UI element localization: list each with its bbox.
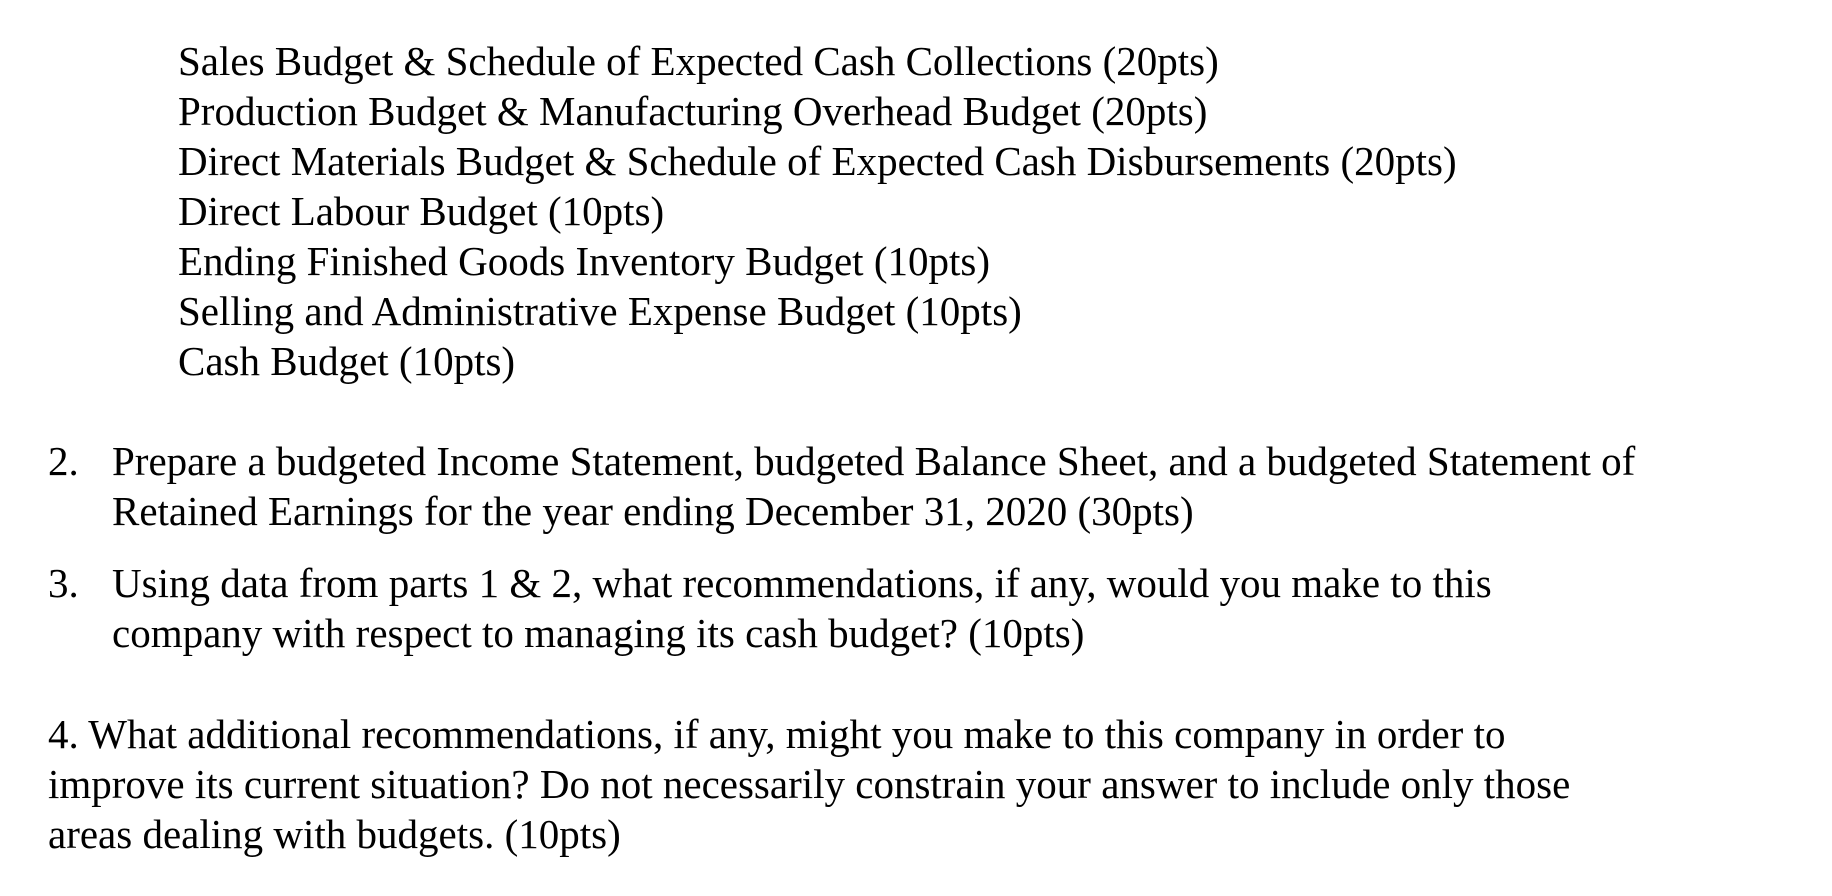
question-2-line: Retained Earnings for the year ending December 31, 2020 (30pts) — [112, 488, 1194, 534]
question-3-line: Using data from parts 1 & 2, what recommendations, if any, would you make to this — [112, 560, 1492, 606]
question-2-text — [112, 436, 1635, 536]
question-4 — [48, 709, 1570, 859]
question-3-text — [112, 558, 1492, 658]
question-4-line: 4. What additional recommendations, if any, might you make to this company in order to — [48, 711, 1506, 757]
budget-item-ending-finished-goods: Ending Finished Goods Inventory Budget (10pts) — [178, 238, 990, 284]
question-2-number: 2. — [48, 438, 79, 484]
question-4-line: improve its current situation? Do not necessarily constrain your answer to include only those — [48, 761, 1571, 807]
budget-item-direct-labour: Direct Labour Budget (10pts) — [178, 188, 665, 234]
budget-item-production: Production Budget & Manufacturing Overhead Budget (20pts) — [178, 88, 1208, 134]
question-2-line: Prepare a budgeted Income Statement, budgeted Balance Sheet, and a budgeted Statement of — [112, 438, 1636, 484]
budget-item-direct-materials: Direct Materials Budget & Schedule of Expected Cash Disbursements (20pts) — [178, 138, 1457, 184]
budget-item-sales: Sales Budget & Schedule of Expected Cash Collections (20pts) — [178, 38, 1219, 84]
budget-item-selling-admin: Selling and Administrative Expense Budget (10pts) — [178, 288, 1022, 334]
budget-item-cash: Cash Budget (10pts) — [178, 338, 516, 384]
question-4-line: areas dealing with budgets. (10pts) — [48, 811, 621, 857]
question-3-number: 3. — [48, 560, 79, 606]
budget-list — [178, 36, 1457, 386]
question-3-line: company with respect to managing its cash budget? (10pts) — [112, 610, 1085, 656]
